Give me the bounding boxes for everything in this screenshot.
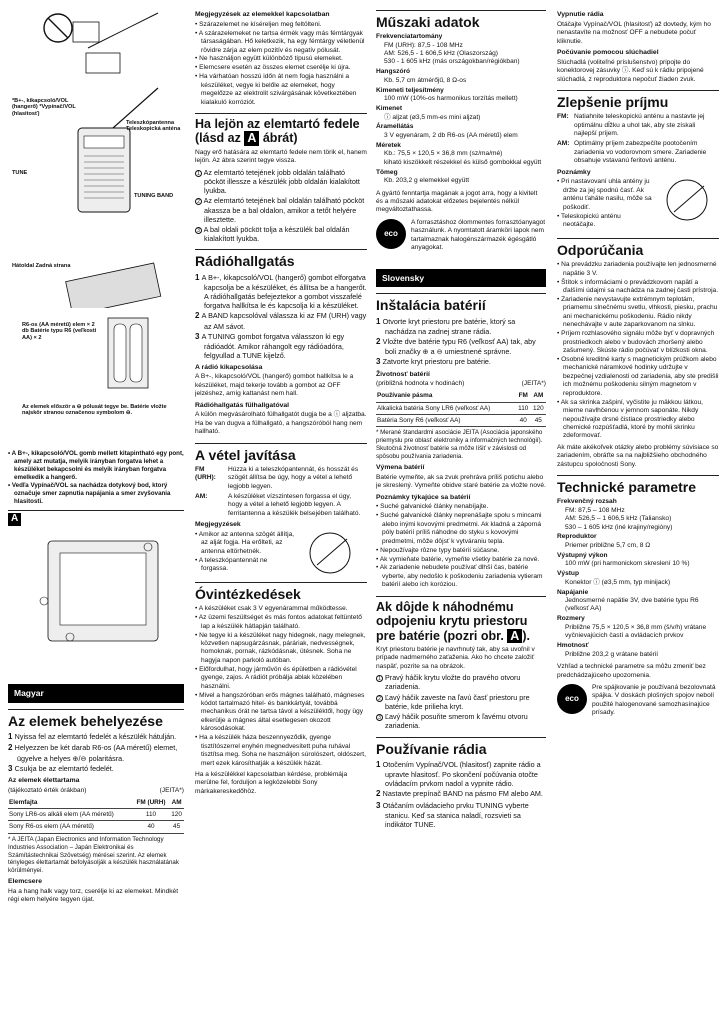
back-label: Hátoldal Zadná strana [12, 263, 71, 269]
table-caption-sk: (približná hodnota v hodinách) (JEITA*) [376, 380, 546, 388]
inst-steps: 1 Otvorte kryt priestoru pre batérie, ktorý sa nachádza na zadnej strane rádia. 2 Vložte dve batérie typu R6 (veľkosť AA) tak, aby boli značky ⊕ a ⊖ umiestnené správne. 3 Zatvorte kryt priestoru pre batérie. [376, 316, 536, 367]
sub-elettartam: Az elemek élettartama [8, 776, 80, 784]
sub-megjegyzesek: Megjegyzések az elemekkel kapcsolatban [195, 11, 330, 18]
eco-block-hu: eco A forrasztáshoz ólommentes forrasztóanyagot használunk. A nyomtatott áramköri lapok nem tartalmaznak halogénszármazék égésgátló anyagokat. [376, 219, 546, 255]
vymena-text: Batérie vymeňte, ak sa zvuk prehráva príliš potichu alebo je skreslený. Vymeňte obidve staré batérie za vložte nové. [376, 473, 546, 490]
spec-heading: Kimeneti teljesítmény [376, 86, 444, 94]
column-4 [557, 8, 719, 1024]
zlep-list: FM: Natiahnite teleskopickú anténu a nastavte jej optimálnu dĺžku a uhol tak, aby ste získali najlepší príjem. AM: Optimálny príjem zabezpečíte pootočením zariadenia vo vodorovnom smere. Zariadenie obsahuje vstavanú feritovú anténu. [557, 113, 707, 165]
spec-heading: Frekvenčný rozsah [557, 498, 617, 506]
spec-heading: Méretek [376, 141, 401, 149]
spec-value: ⓘ aljzat (ø3,5 mm-es mini aljzat) [384, 113, 481, 121]
spec-heading: Frekvenciatartomány [376, 33, 443, 41]
fedel-steps: 1 Az elemtartó tetejének jobb oldalán található pöcköt illessze a készülék jobb oldalán kialakított lyukba. 2 Az elemtartó tetejének bal oldalán található pöcköt akassza be a bal oldalon, amikor a tetőt helyére illesztette. 3 A bal oldali pöcköt tolja a készülék bal oldalán kialakított lyukba. [195, 168, 367, 244]
tune-label: TUNE [12, 170, 28, 176]
spec-value: Kb. 203,2 g elemekkel együtt [384, 177, 470, 185]
spec-heading: Reproduktor [557, 533, 597, 541]
megj2-block: • Amikor az antenna szögét állítja, az alját fogja. Ha erőlteti, az antenna eltörhetnék. • A teleszkópantennát ne forgassa. [195, 531, 367, 576]
spec-value: Konektor ⓘ (ø3,5 mm, typ minijack) [565, 578, 671, 586]
heading-odporucania: Odporúčania [557, 238, 719, 258]
spec-heading: Napájanie [557, 588, 589, 596]
spec-value: 530 – 1 605 kHz (iné krajiny/regióny) [565, 523, 673, 531]
spec-value: 100 mW (10%-os harmonikus torzítás mellett) [384, 95, 518, 103]
spec-heading: Kimenet [376, 105, 403, 113]
heading-zlepsenie: Zlepšenie príjmu [557, 90, 719, 110]
spec-value: Približne 203,2 g vrátane batérií [565, 650, 659, 658]
fig-a-label: A [8, 513, 21, 526]
table-caption: (tájékoztató érték órákban) (JEITA*) [8, 786, 184, 794]
spec-value: Kb.: 75,5 × 120,5 × 36,8 mm (sz/ma/mé) [384, 150, 503, 158]
fig-a-illustration [8, 511, 184, 676]
vetel-list: FM (URH): Húzza ki a teleszkópantennát, és hosszát és szögét állítsa be úgy, hogy a vétel a lehető legjobb legyen. AM: A készüléket vízszintesen forgassa el úgy, hogy a vétel a lehető legjobb legyen. A ferritantenna a készülék belsejében található. [195, 465, 361, 517]
battery-label: R6-os (AA méretű) elem × 2 db Batérie typu R6 (veľkosti AA) × 2 [22, 322, 97, 341]
heading-vetel: A vétel javítása [195, 443, 367, 463]
table-row: Batéria Sony R6 (veľkosť AA) 40 45 [376, 415, 546, 427]
spec-heading: Hmotnosť [557, 642, 589, 650]
sub-kikapcs: A rádió kikapcsolása [195, 363, 263, 371]
spec-heading: Výstupný výkon [557, 551, 608, 559]
sluch-text: Slúchadlá (voliteľné príslušenstvo) pripojte do konektorovej zásuvky ⓘ. Keď sú k rádiu pripojené slúchadlá, z reproduktora nepočuť žiaden zvuk. [557, 58, 704, 83]
sub-zivotnost: Životnosť batérií [376, 370, 430, 378]
eco-icon: eco [557, 684, 587, 714]
column-3 [376, 8, 546, 1024]
jeita-note-sk: * Merané štandardmi asociácie JEITA (Asociácia japonského priemyslu pre oblasť elektroniky a informačných technológií). Skutočná životnosť batérie sa môže líšiť v závislosti od spôsobu používania zariadenia. [376, 429, 543, 461]
spec-value: AM: 526,5 – 1 606,5 kHz (Taliansko) [565, 515, 672, 523]
heading-muszaki: Műszaki adatok [376, 10, 546, 30]
list-ovint: • A készüléket csak 3 V egyenárammal működtesse. • Az üzemi feszültséget és más fontos adatokat feltüntető lap a készülék hátlapján található. • Ne tegye ki a készüléket nagy hidegnek, nagy melegnek, közvetlen napsugárzásnak, páráriak, nedvességnek, homoknak, pornak, rázkódásnak, ütésnek. Soha ne hagyja napon parkoló autóban. • Előfordulhat, hogy járművön és épületben a rádióvétel gyenge, zajos. A rádiót próbálja ablak közelében használni. • Mivel a hangszóróban erős mágnes található, mágneses kódot tartalmazó hitel- és bankkártyát, továbbá mechanikus órát ne tartsa távol a készüléktől, hogy ügy elkerülje a mágnes által esetlegesen okozott károsodásokat. • Ha a készülék háza beszennyeződik, gyenge tisztítószerrel enyhén megnedvesített puha ruhával tisztítsa meg. Soha ne használjon súrolószert, oldószert, mert ezek károsíthatják a készülék házát. [195, 605, 367, 768]
battery-figure [8, 308, 184, 448]
heading-kryt: Ak dôjde k náhodnému odpojeniu krytu priestoru pre batérie (pozri obr. A ). [376, 596, 546, 643]
table-row: Sony R6-os elem (AA méretű) 40 45 [8, 821, 184, 833]
eco-icon: eco [376, 219, 406, 249]
spec-heading: Áramellátás [376, 123, 414, 131]
bvol-label: *B+-, kikapcsoló/VOL (hangerő) *Vypínač/VOL (hlasitosť) [12, 98, 76, 117]
table-row: Sony LR6-os alkáli elem (AA méretű) 110 120 [8, 809, 184, 821]
kryt-steps: 1 Pravý háčik krytu vložte do pravého otvoru zariadenia. 2 Ľavý háčik zaveste na ľavú časť priestoru pre batérie, kde prilieha kryt. 3 Ľavý háčik posuňte smerom k ľavému otvoru zariadenia. [376, 673, 546, 730]
kryt-intro: Kryt priestoru batérie je navrhnutý tak, aby sa uvoľnil v prípade nadmerného zaťaženia. Ako ho chcete založiť naspäť, pozrite sa na obrázok. [376, 645, 535, 670]
spec-value: kiható kiszökkelt részekkel és külső gombokkal együtt [384, 158, 542, 166]
radio-steps: 1 A B+-, kikapcsoló/VOL (hangerő) gombot elforgatva kapcsolja be a készüléket, és állítsa be a hangerőt. A rádióhallgatás befejeztekor a gombot visszafelé forgatva hallkítsa le és kapcsolja ki a készüléket. 2 A BAND kapcsolóval válassza ki az FM (URH) vagy az AM sávot. 3 A TUNING gombot forgatva válasszon ki egy rádióadót. Amikor ráhangolt egy rádióadóra, felgyullad a TUNE kijelző. [195, 272, 367, 361]
odpor-end: Ak máte akékoľvek otázky alebo problémy súvisiace so zariadením, obráťte sa na najbližšieho obchodného zástupcu spoločnosti Sony. [557, 443, 719, 468]
musz-note: A gyártó fenntartja magának a jogot arra, hogy a kivitelt és a műszaki adatokat előzetes bejelentés nélkül megváltoztathassa. [376, 189, 538, 214]
sub-vypnutie: Vypnutie rádia [557, 11, 604, 18]
spec-value: FM (URH): 87,5 - 108 MHz [384, 41, 463, 49]
spec-heading: Rozmery [557, 615, 585, 623]
spec-value: 100 mW (pri harmonickom skreslení 10 %) [565, 560, 690, 568]
heading-pouzivanie: Používanie rádia [376, 737, 546, 757]
spec-value: 3 V egyenáram, 2 db R6-os (AA méretű) elem [384, 131, 518, 139]
spec-sk [557, 498, 719, 659]
column-1 [8, 8, 184, 1024]
list-megjegyzesek: • Szárazelemet ne kíséreljen meg feltölteni. • A szárazelemeket ne tartsa érmék vagy más fémtárgyak társaságában. Hő keletkezik, ha egy fémtárgy véletlenül rövidre zárja az elem pozitív és negatív pólusát. • Ne használjon együtt különböző típusú elemeket. • Elemcsere esetén az összes elemet cserélje ki újra. • Ha várhatóan hosszú időn át nem fogja használni a készüléket, vegye ki belőle az elemeket, hogy megelőzze az elektrolit szivárgásának következtében kialakuló korróziót. [195, 21, 367, 107]
sub-sluchadla: Počúvanie pomocou slúchadiel [557, 49, 659, 56]
battery-life-table-sk: Používanie pásma FM AM Alkalická batéria Sony LR6 (veľkosť AA) 110 120 Batéria Sony R6 (veľkosť AA) 40 45 [376, 391, 546, 428]
heading-technicke: Technické parametre [557, 475, 719, 495]
vyp-text: Otáčajte Vypínač/VOL (hlasitosť) až dovtedy, kým ho nenastavíte na možnosť OFF a nebudete počuť kliknutie. [557, 20, 711, 45]
spec-heading: Tömeg [376, 168, 398, 176]
step-1: 1 Nyissa fel az elemtartó fedelét a készülék hátulján. [8, 732, 177, 742]
dot-note-sk: • Vedľa Vypínač/VOL sa nachádza dotykový bod, ktorý označuje smer zapnutia napájania a smer zvyšovania hlasitosti. [8, 482, 184, 506]
heading-radio: Rádióhallgatás [195, 249, 367, 269]
insert-note: Az elemek először a ⊖ pólusát tegye be. Batérie vložte najskôr stranou označenou symbolom ⊖. [22, 404, 167, 417]
spec-value: FM: 87,5 – 108 MHz [565, 506, 625, 514]
list-poznamky-baterie: • Suché galvanické články nenabíjajte. • Suché galvanické články neprenášajte spolu s mincami alebo inými kovovými predmetmi. Ak kladná a záporná póly batérií príliš náhodne do styku s kovovými predmetmi, môže dôjsť k vytváraniu tepla. • Nepoužívajte rôzne typy batérií súčasne. • Ak vymieňate batérie, vymeňte všetky batérie za nové. • Ak zariadenie nebudete používať dlhší čas, batérie vyberte, aby nedošlo k poškodeniu zariadenia vytieram batérií alebo ich koróziou. [376, 503, 546, 589]
eco-block-sk: eco Pre spájkovanie je používaná bezolovnatá spájka. V doskách plošných spojov nebolí použité halogenované samozhasínajúce prísady. [557, 684, 719, 720]
spec-value: 530 - 1 605 kHz (más országokban/régiókban) [384, 58, 520, 66]
spec-hu [376, 33, 546, 185]
antenna-hand-illustration-sk [657, 178, 717, 222]
fulhall-text: A külön megvásárolható fülhallgatót dugja be a ⓘ aljzatba. Ha be van dugva a fülhallgató, a hangszóróból hang nem hallható. [195, 411, 367, 436]
radio-figure [8, 8, 184, 308]
sub-elemcsere: Elemcsere [8, 878, 43, 886]
dot-note-hu: • A B+-, kikapcsoló/VOL gomb mellett kitapintható egy pont, amely azt mutatja, melyik irányban forgatva lehet a készüléket bekapcsolni és melyik irányban forgatva emelkedik a hangerő. [8, 450, 184, 482]
pouz-steps: 1 Otočením Vypínač/VOL (hlasitosť) zapnite rádio a upravte hlasitosť. Po skončení počúvania otočte ovládacím prvkom nadol a vypnite rádio. 2 Nastavte prepínač BAND na pásmo FM alebo AM. 3 Otáčaním ovládacieho prvku TUNING vyberte stanicu. Keď sa stanica naladí, rozsvieti sa indikátor TUNE. [376, 759, 543, 829]
battery-life-table-hu: Elemfajta FM (URH) AM Sony LR6-os alkáli elem (AA méretű) 110 120 Sony R6-os elem (AA méretű) 40 45 [8, 797, 184, 834]
spec-value: Priemer približne 5,7 cm, 8 Ω [565, 541, 651, 549]
sub-vymena: Výmena batérií [376, 464, 425, 472]
step-3: 3 Csukja be az elemtartó fedelét. [8, 763, 114, 773]
lang-bar-magyar: Magyar [8, 684, 184, 703]
steps-elemek [8, 732, 184, 774]
pozn-block: • Pri nastavovaní uhla antény ju držte za jej spodnú časť. Ak anténu ťaháte nasilu, môže sa poškodiť. • Teleskopickú anténu neotáčajte. [557, 178, 719, 232]
lang-bar-slovensky: Slovensky [376, 269, 546, 288]
column-2 [195, 8, 367, 1024]
spec-heading: Hangszóró [376, 68, 411, 76]
heading-fedel: Ha lejön az elemtartó fedele (lásd az A ábrát) [195, 113, 367, 146]
ovint-end: Ha a készülékkel kapcsolatban kérdése, problémája merülne fel, forduljon a legközelebbi Sony márkakereskedőhöz. [195, 771, 348, 795]
spec-value: Približne 75,5 × 120,5 × 36,8 mm (š/v/h) vrátane vyčnievajúcich častí a ovládacích prvkov [565, 623, 707, 640]
spec-value: AM: 526,5 - 1 606,5 kHz (Olaszország) [384, 49, 498, 57]
fig-a [8, 510, 184, 680]
spec-heading: Výstup [557, 570, 579, 578]
antenna-label: Teleszkópantenna Teleskopická anténa [126, 120, 181, 133]
sub-poznamky-baterie: Poznámky týkajúce sa batérií [376, 493, 471, 501]
fedel-intro: Nagy erő hatására az elemtartó fedele nem törik el, hanem lejön. Az ábra szerint tegye vissza. [195, 148, 367, 165]
heading-ovint: Óvintézkedések [195, 582, 367, 602]
spec-value: Kb. 5,7 cm átmérőjű, 8 Ω-os [384, 76, 467, 84]
sub-poznamky: Poznámky [557, 168, 591, 176]
jeita-note-hu: * A JEITA (Japan Electronics and Information Technology Industries Association – Japán Elektronikai és Számítástechnikai Szövetség) mérései szerint. Az elemek tényleges élettartamát befolyásolják a készülék használatának körülményei. [8, 835, 179, 875]
heading-instalacia: Inštalácia batérií [376, 293, 546, 313]
spec-value: Jednosmerné napätie 3V, dve batérie typu R6 (veľkosť AA) [565, 597, 699, 613]
dot-notes [8, 450, 184, 506]
antenna-hand-illustration [299, 531, 361, 575]
elemcsere-text: Ha a hang halk vagy torz, cserélje ki az elemeket. Mindkét régi elem helyére tegyen újat. [8, 888, 179, 904]
tuning-band-label: TUNING BAND [134, 193, 174, 199]
tech-note: Vzhľad a technické parametre sa môžu zmeniť bez predchádzajúceho upozornenia. [557, 663, 706, 679]
kikapcs-text: A B+-, kikapcsoló/VOL (hangerő) gombot hallkítsa le a készüléket, majd tekerje tovább a gombot az OFF jelzéshez, amíg kattanást nem hall. [195, 373, 354, 398]
sub-megj2: Megjegyzések [195, 521, 241, 529]
list-odporucania: • Na prevádzku zariadenia používajte len jednosmerné napätie 3 V. • Štítok s informáciami o prevádzkovom napätí a ďalšími údajmi sa nachádza na zadnej časti prístroja. • Zariadenie nevystavujte extrémnym teplotám, priamemu slnečnému svetlu, vlhkosti, piesku, prachu ani mechanickému poškodeniu. Rádio nikdy nenechávajte v aute zaparkovanom na slnku. • Príjem rozhlasového signálu môže byť v dopravných prostriedkoch alebo v budovách zhoršený alebo zašumený. Skúste rádio počúvať v blízkosti okna. • Osobné kreditné karty s magnetickým prúžkom alebo mechanické náramkové hodinky udržujte v bezpečnej vzdialenosti od zariadenia, aby ste predišli ich možnému poškodeniu silným magnetom v reproduktore. • Ak sa skrinka zašpiní, vyčistite ju mäkkou látkou, mierne navlhčenou v jemnom saponáte. Nikdy nepoužívajte drsné čistiace prostriedky alebo chemické rozpúšťadlá, ktoré by mohli skrinku zdeformovať. [557, 261, 719, 441]
heading-elemek: Az elemek behelyezése [8, 709, 184, 729]
table-row: Alkalická batéria Sony LR6 (veľkosť AA) 110 120 [376, 403, 546, 415]
step-2: 2 Helyezzen be két darab R6-os (AA méretű) elemet, ügyelve a helyes ⊕/⊖ polaritásra. [8, 743, 178, 763]
sub-fulhall: Rádióhallgatás fülhallgatóval [195, 401, 290, 409]
